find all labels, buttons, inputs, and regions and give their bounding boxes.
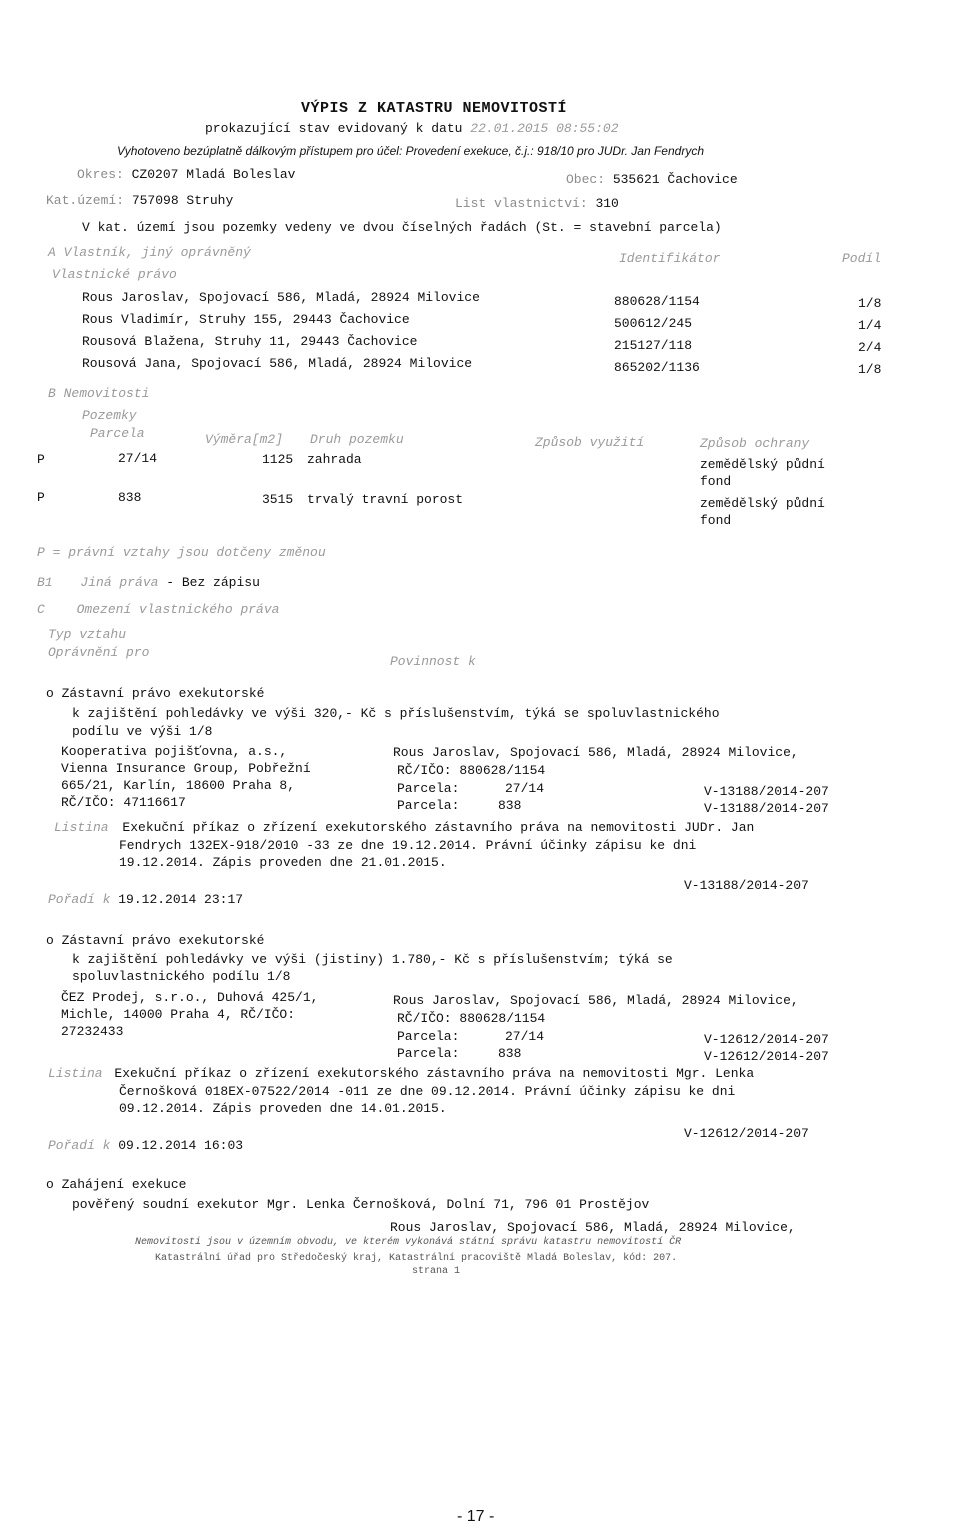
creditor-line: Kooperativa pojišťovna, a.s.,	[61, 744, 288, 759]
entry-reference: V-12612/2014-207	[704, 1049, 829, 1064]
entry-description: k zajištění pohledávky ve výši (jistiny) 1.780,- Kč s příslušenstvím; týká se	[72, 952, 673, 967]
order-value: 19.12.2014 23:17	[118, 892, 244, 907]
protection-column-header: Způsob ochrany	[700, 436, 810, 451]
parcel-column-header: Parcela	[90, 426, 145, 441]
document-subtitle	[205, 121, 619, 137]
parcel-protection: zemědělský půdní	[700, 496, 825, 511]
identifier-column-header: Identifikátor	[619, 251, 721, 266]
section-a-title: A Vlastník, jiný oprávněný	[48, 245, 251, 260]
owner-share: 1/8	[858, 362, 882, 377]
municipality-value: 535621 Čachovice	[612, 172, 738, 187]
entry-parcel-label: Parcela:	[397, 798, 460, 813]
entry-parcel-label: Parcela:	[397, 1046, 460, 1061]
creditor-line: Vienna Insurance Group, Pobřežní	[61, 761, 311, 776]
deed-text-cont: 19.12.2014. Zápis proveden dne 21.01.2015.	[119, 855, 447, 870]
owner-name: Rous Vladimír, Struhy 155, 29443 Čachovice	[82, 312, 410, 327]
parcel-number: 27/14	[118, 451, 158, 466]
debtor-line: Rous Jaroslav, Spojovací 586, Mladá, 28924 Milovice,	[393, 745, 799, 760]
entry-parcel-number: 838	[498, 1046, 522, 1061]
parcel-area: 3515	[262, 492, 294, 507]
owner-identifier: 500612/245	[614, 316, 693, 331]
entry-parcel-number: 27/14	[505, 781, 545, 796]
creditor-line: 27232433	[61, 1024, 124, 1039]
footer-note-line: Katastrální úřad pro Středočeský kraj, Katastrální pracoviště Mladá Boleslav, kód: 207.	[155, 1253, 678, 1264]
document-title: VÝPIS Z KATASTRU NEMOVITOSTÍ	[301, 100, 568, 117]
land-type-column-header: Druh pozemku	[310, 432, 404, 447]
entry-deed-row	[48, 1066, 754, 1082]
section-c-marker: C	[37, 602, 45, 617]
ownership-right-label: Vlastnické právo	[52, 267, 177, 282]
owner-identifier: 865202/1136	[614, 360, 700, 375]
order-label: Pořadí k	[48, 892, 111, 907]
cadastral-area-row	[46, 193, 233, 209]
ownership-sheet-label: List vlastnictví:	[455, 196, 588, 211]
creditor-line: 665/21, Karlín, 18600 Praha 8,	[61, 778, 296, 793]
ownership-sheet-value: 310	[595, 196, 619, 211]
entitled-for-label: Oprávnění pro	[48, 645, 150, 660]
entry-reference: V-13188/2014-207	[704, 784, 829, 799]
entry-reference: V-12612/2014-207	[684, 1126, 809, 1141]
parcel-kind-marker: P	[37, 490, 45, 505]
deed-text-cont: Černošková 018EX-07522/2014 -011 ze dne 09.12.2014. Právní účinky zápisu ke dni	[119, 1084, 736, 1099]
section-c-title: Omezení vlastnického práva	[76, 602, 280, 617]
entry-description: pověřený soudní exekutor Mgr. Lenka Černošková, Dolní 71, 796 01 Prostějov	[72, 1197, 650, 1212]
parcel-area: 1125	[262, 452, 294, 467]
district-label: Okres:	[77, 167, 124, 182]
page-number: - 17 -	[457, 1508, 495, 1525]
cadastral-area-label: Kat.území:	[46, 193, 125, 208]
section-b1-value: - Bez zápisu	[166, 575, 260, 590]
entry-reference: V-13188/2014-207	[684, 878, 809, 893]
entry-reference: V-13188/2014-207	[704, 801, 829, 816]
parcel-number: 838	[118, 490, 142, 505]
district-row	[77, 167, 295, 183]
deed-text: Exekuční příkaz o zřízení exekutorského zástavního práva na nemovitosti JUDr. Jan	[122, 820, 755, 835]
debtor-line: Rous Jaroslav, Spojovací 586, Mladá, 28924 Milovice,	[393, 993, 799, 1008]
owner-name: Rous Jaroslav, Spojovací 586, Mladá, 28924 Milovice	[82, 290, 480, 305]
entry-parcel-number: 27/14	[505, 1029, 545, 1044]
entry-title: o Zahájení exekuce	[46, 1177, 187, 1192]
land-subtitle: Pozemky	[82, 408, 137, 423]
district-value: CZ0207 Mladá Boleslav	[131, 167, 296, 182]
parcel-protection: zemědělský půdní	[700, 457, 825, 472]
share-column-header: Podíl	[842, 251, 882, 266]
entry-order-row	[48, 1138, 243, 1154]
owner-name: Rousová Jana, Spojovací 586, Mladá, 28924 Milovice	[82, 356, 473, 371]
affected-relations-note: P = právní vztahy jsou dotčeny změnou	[37, 545, 326, 560]
section-c-row	[37, 602, 279, 618]
area-column-header: Výměra[m2]	[205, 432, 284, 447]
subtitle-datetime: 22.01.2015 08:55:02	[470, 121, 619, 136]
document-source-note: Vyhotoveno bezúplatně dálkovým přístupem pro účel: Provedení exekuce, č.j.: 918/10 pro JUDr. Jan Fendrych	[117, 144, 704, 158]
parcel-series-note: V kat. území jsou pozemky vedeny ve dvou číselných řadách (St. = stavební parcela)	[82, 220, 722, 235]
entry-reference: V-12612/2014-207	[704, 1032, 829, 1047]
owner-identifier: 215127/118	[614, 338, 693, 353]
creditor-line: ČEZ Prodej, s.r.o., Duhová 425/1,	[61, 990, 319, 1005]
owner-share: 1/8	[858, 296, 882, 311]
entry-deed-row	[54, 820, 754, 836]
footer-note-line: Nemovitosti jsou v územním obvodu, ve kterém vykonává státní správu katastru nemovitostí ČR	[135, 1237, 682, 1248]
order-value: 09.12.2014 16:03	[118, 1138, 244, 1153]
municipality-label: Obec:	[566, 172, 606, 187]
deed-text-cont: 09.12.2014. Zápis proveden dne 14.01.2015.	[119, 1101, 447, 1116]
entry-parcel-label: Parcela:	[397, 1029, 460, 1044]
entry-parcel-label: Parcela:	[397, 781, 460, 796]
entry-description: k zajištění pohledávky ve výši 320,- Kč s příslušenstvím, týká se spoluvlastnického	[72, 706, 720, 721]
parcel-kind-marker: P	[37, 452, 45, 467]
owner-share: 1/4	[858, 318, 882, 333]
deed-text-cont: Fendrych 132EX-918/2010 -33 ze dne 19.12.2014. Právní účinky zápisu ke dni	[119, 838, 697, 853]
ownership-sheet-row	[455, 196, 619, 212]
order-label: Pořadí k	[48, 1138, 111, 1153]
section-b1-row	[37, 575, 260, 591]
owner-name: Rousová Blažena, Struhy 11, 29443 Čachovice	[82, 334, 418, 349]
land-use-column-header: Způsob využití	[535, 435, 645, 450]
creditor-line: RČ/IČO: 47116617	[61, 795, 186, 810]
debtor-line: RČ/IČO: 880628/1154	[397, 763, 546, 778]
parcel-land-type: zahrada	[307, 452, 362, 467]
entry-title: o Zástavní právo exekutorské	[46, 686, 265, 701]
deed-label: Listina	[48, 1066, 103, 1081]
owner-identifier: 880628/1154	[614, 294, 700, 309]
creditor-line: Michle, 14000 Praha 4, RČ/IČO:	[61, 1007, 296, 1022]
obligation-for-label: Povinnost k	[390, 654, 476, 669]
debtor-line: RČ/IČO: 880628/1154	[397, 1011, 546, 1026]
entry-parcel-number: 838	[498, 798, 522, 813]
cadastral-area-value: 757098 Struhy	[131, 193, 234, 208]
entry-title: o Zástavní právo exekutorské	[46, 933, 265, 948]
section-b1-title: Jiná práva	[80, 575, 159, 590]
section-b-title: B Nemovitosti	[48, 386, 150, 401]
deed-label: Listina	[54, 820, 109, 835]
parcel-protection-cont: fond	[700, 474, 732, 489]
parcel-land-type: trvalý travní porost	[307, 492, 464, 507]
owner-share: 2/4	[858, 340, 882, 355]
parcel-protection-cont: fond	[700, 513, 732, 528]
entry-order-row	[48, 892, 243, 908]
entry-description-cont: spoluvlastnického podílu 1/8	[72, 969, 291, 984]
entry-description-cont: podílu ve výši 1/8	[72, 724, 213, 739]
footer-page-label: strana 1	[412, 1266, 461, 1277]
municipality-row	[566, 172, 738, 188]
subtitle-text: prokazující stav evidovaný k datu	[205, 121, 463, 136]
section-b1-marker: B1	[37, 575, 53, 590]
debtor-line: Rous Jaroslav, Spojovací 586, Mladá, 28924 Milovice,	[390, 1220, 796, 1235]
deed-text: Exekuční příkaz o zřízení exekutorského zástavního práva na nemovitosti Mgr. Lenka	[114, 1066, 755, 1081]
relation-type-label: Typ vztahu	[48, 627, 127, 642]
